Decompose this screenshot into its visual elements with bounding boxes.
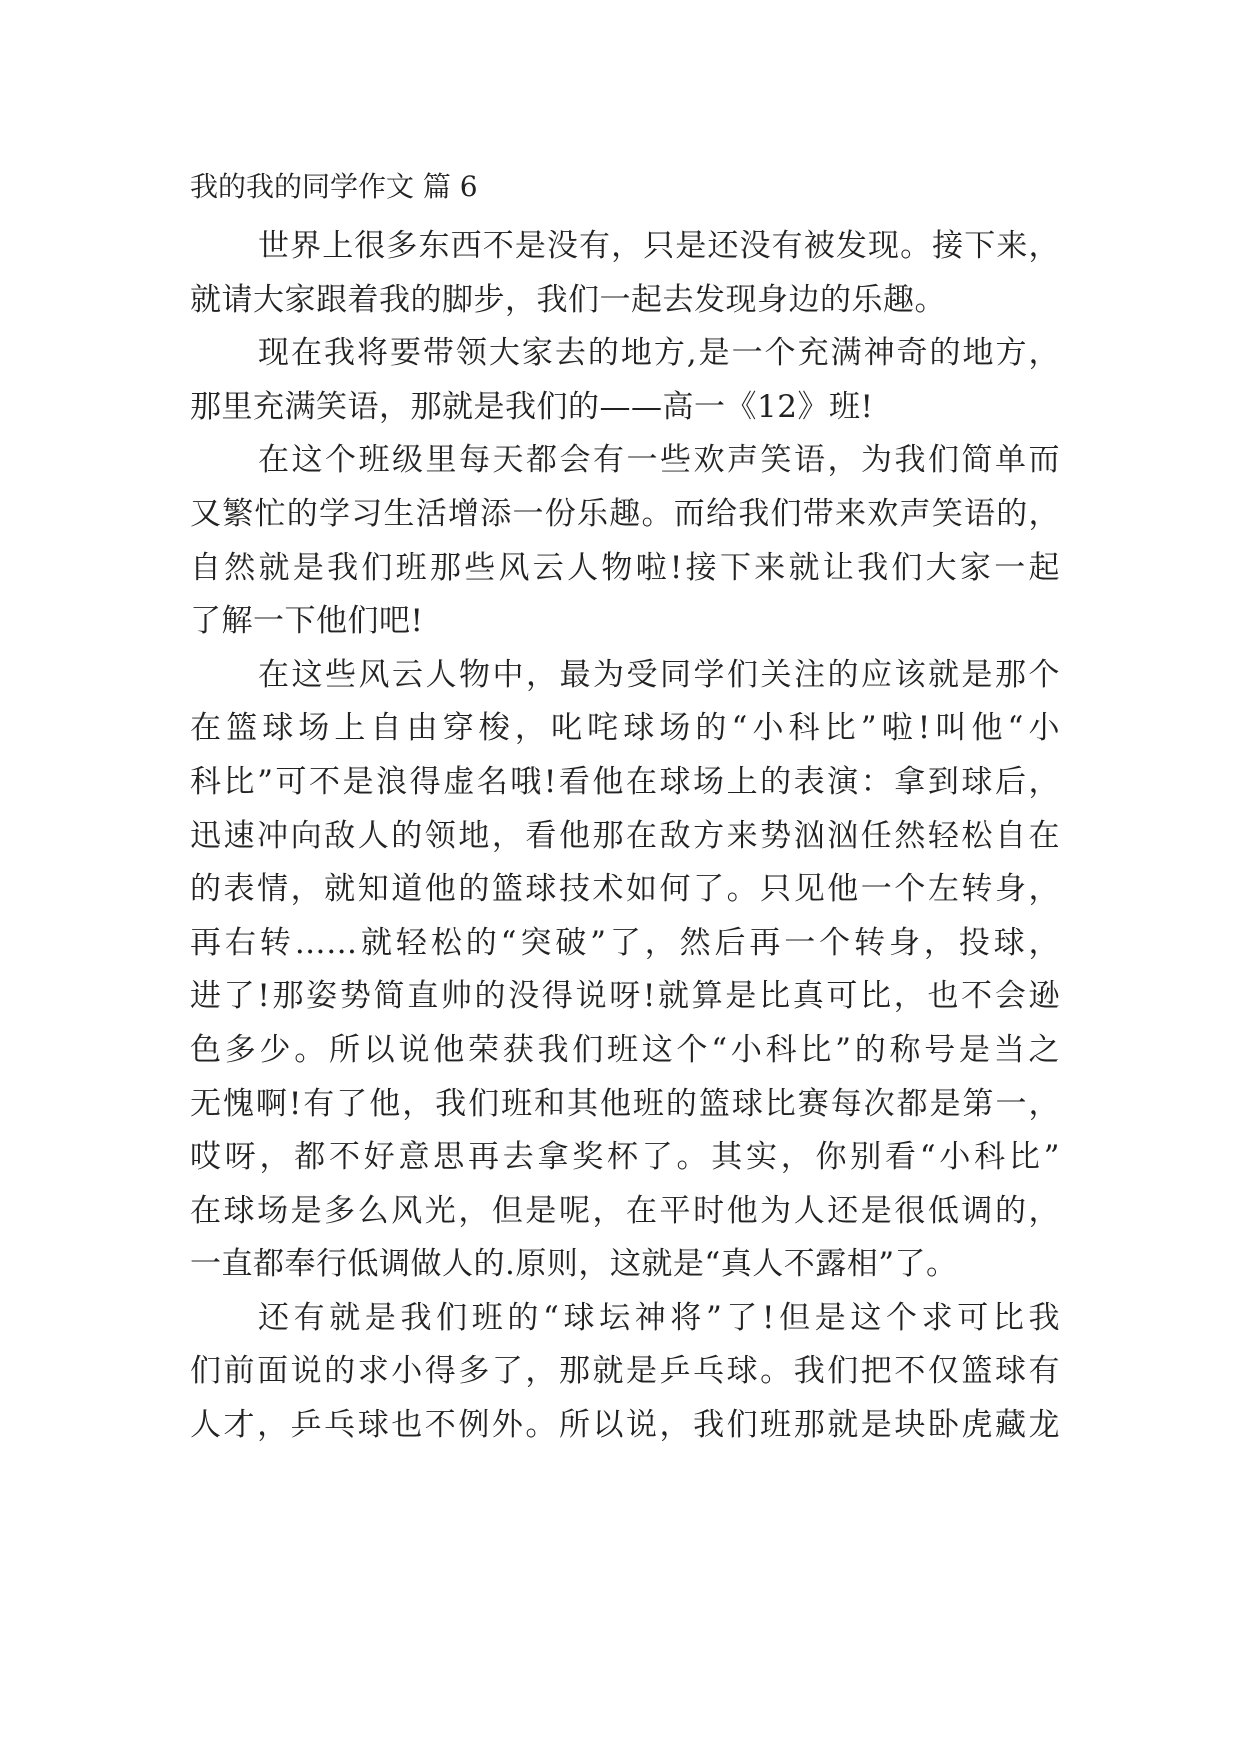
text-line: 再右转……就轻松的“突破”了，然后再一个转身，投球， — [190, 924, 1060, 961]
text-line: 在这些风云人物中，最为受同学们关注的应该就是那个 — [258, 656, 1060, 693]
text-line: 还有就是我们班的“球坛神将”了!但是这个求可比我 — [258, 1299, 1060, 1336]
text-line: 们前面说的求小得多了，那就是乒乓球。我们把不仅篮球有 — [190, 1353, 1060, 1390]
text-line: 无愧啊!有了他，我们班和其他班的篮球比赛每次都是第一， — [190, 1085, 1060, 1122]
text-line: 进了!那姿势简直帅的没得说呀!就算是比真可比，也不会逊 — [190, 978, 1060, 1015]
text-line: 了解一下他们吧! — [190, 603, 424, 640]
text-line: 的表情，就知道他的篮球技术如何了。只见他一个左转身， — [190, 871, 1060, 908]
text-line: 一直都奉行低调做人的.原则，这就是“真人不露相”了。 — [190, 1246, 958, 1283]
text-line: 就请大家跟着我的脚步，我们一起去发现身边的乐趣。 — [190, 281, 946, 318]
text-line: 科比”可不是浪得虚名哦!看他在球场上的表演：拿到球后， — [190, 763, 1060, 800]
text-line: 迅速冲向敌人的领地，看他那在敌方来势汹汹任然轻松自在 — [190, 817, 1060, 854]
text-line: 自然就是我们班那些风云人物啦!接下来就让我们大家一起 — [190, 549, 1060, 586]
document-body — [190, 220, 1060, 1453]
text-line: 又繁忙的学习生活增添一份乐趣。而给我们带来欢声笑语的， — [190, 495, 1060, 532]
text-line: 在球场是多么风光，但是呢，在平时他为人还是很低调的， — [190, 1192, 1060, 1229]
text-line: 世界上很多东西不是没有，只是还没有被发现。接下来， — [258, 228, 1060, 264]
text-line: 人才，乒乓球也不例外。所以说，我们班那就是块卧虎藏龙 — [190, 1407, 1060, 1444]
text-line: 哎呀，都不好意思再去拿奖杯了。其实，你别看“小科比” — [190, 1139, 1060, 1176]
document-title: 我的我的同学作文 篇 6 — [190, 170, 478, 203]
text-line: 那里充满笑语，那就是我们的——高一《12》班! — [190, 388, 874, 425]
text-line: 现在我将要带领大家去的地方,是一个充满神奇的地方， — [258, 335, 1060, 372]
text-line: 色多少。所以说他荣获我们班这个“小科比”的称号是当之 — [190, 1031, 1060, 1068]
text-line: 在这个班级里每天都会有一些欢声笑语，为我们简单而 — [258, 442, 1060, 479]
text-line: 在篮球场上自由穿梭，叱咤球场的“小科比”啦!叫他“小 — [190, 710, 1060, 747]
